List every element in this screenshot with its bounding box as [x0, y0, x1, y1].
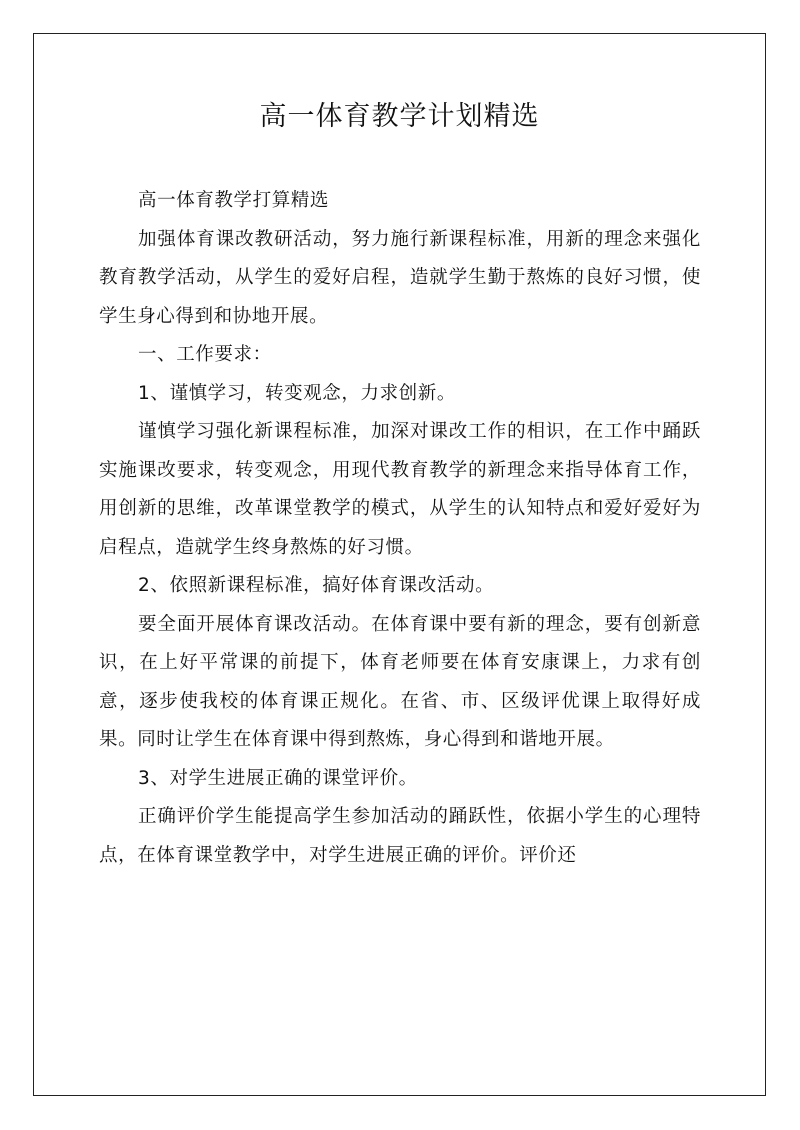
item-body-2: 要全面开展体育课改活动。在体育课中要有新的理念，要有创新意识，在上好平常课的前提下，体育老师要在体育安康课上，力求有创意，逐步使我校的体育课正规化。在省、市、区级评优课上取得好成果。同时让学生在体育课中得到熬炼，身心得到和谐地开展。: [99, 613, 701, 750]
item-heading-1: 1、谨慎学习，转变观念，力求创新。: [138, 382, 456, 404]
document-title: 高一体育教学计划精选: [259, 101, 540, 132]
paragraph-intro: 加强体育课改教研活动，努力施行新课程标准，用新的理念来强化教育教学活动，从学生的爱好启程，造就学生勤于熬炼的良好习惯，使学生身心得到和协地开展。: [99, 228, 701, 327]
paragraph-subtitle: 高一体育教学打算精选: [138, 190, 330, 211]
item-heading-3: 3、对学生进展正确的课堂评价。: [138, 767, 418, 789]
section-heading-work-requirements: 一、工作要求：: [138, 344, 272, 365]
item-heading-2: 2、依照新课程标准，搞好体育课改活动。: [138, 575, 495, 596]
item-body-1: 谨慎学习强化新课程标准，加深对课改工作的相识，在工作中踊跃实施课改要求，转变观念，用现代教育教学的新理念来指导体育工作，用创新的思维，改革课堂教学的模式，从学生的认知特点和爱好爱好为启程点，造就学生终身熬炼的好习惯。: [99, 421, 701, 558]
document-body: [99, 182, 701, 875]
item-body-3: 正确评价学生能提高学生参加活动的踊跃性，依据小学生的心理特点，在体育课堂教学中，对学生进展正确的评价。评价还: [99, 806, 701, 866]
